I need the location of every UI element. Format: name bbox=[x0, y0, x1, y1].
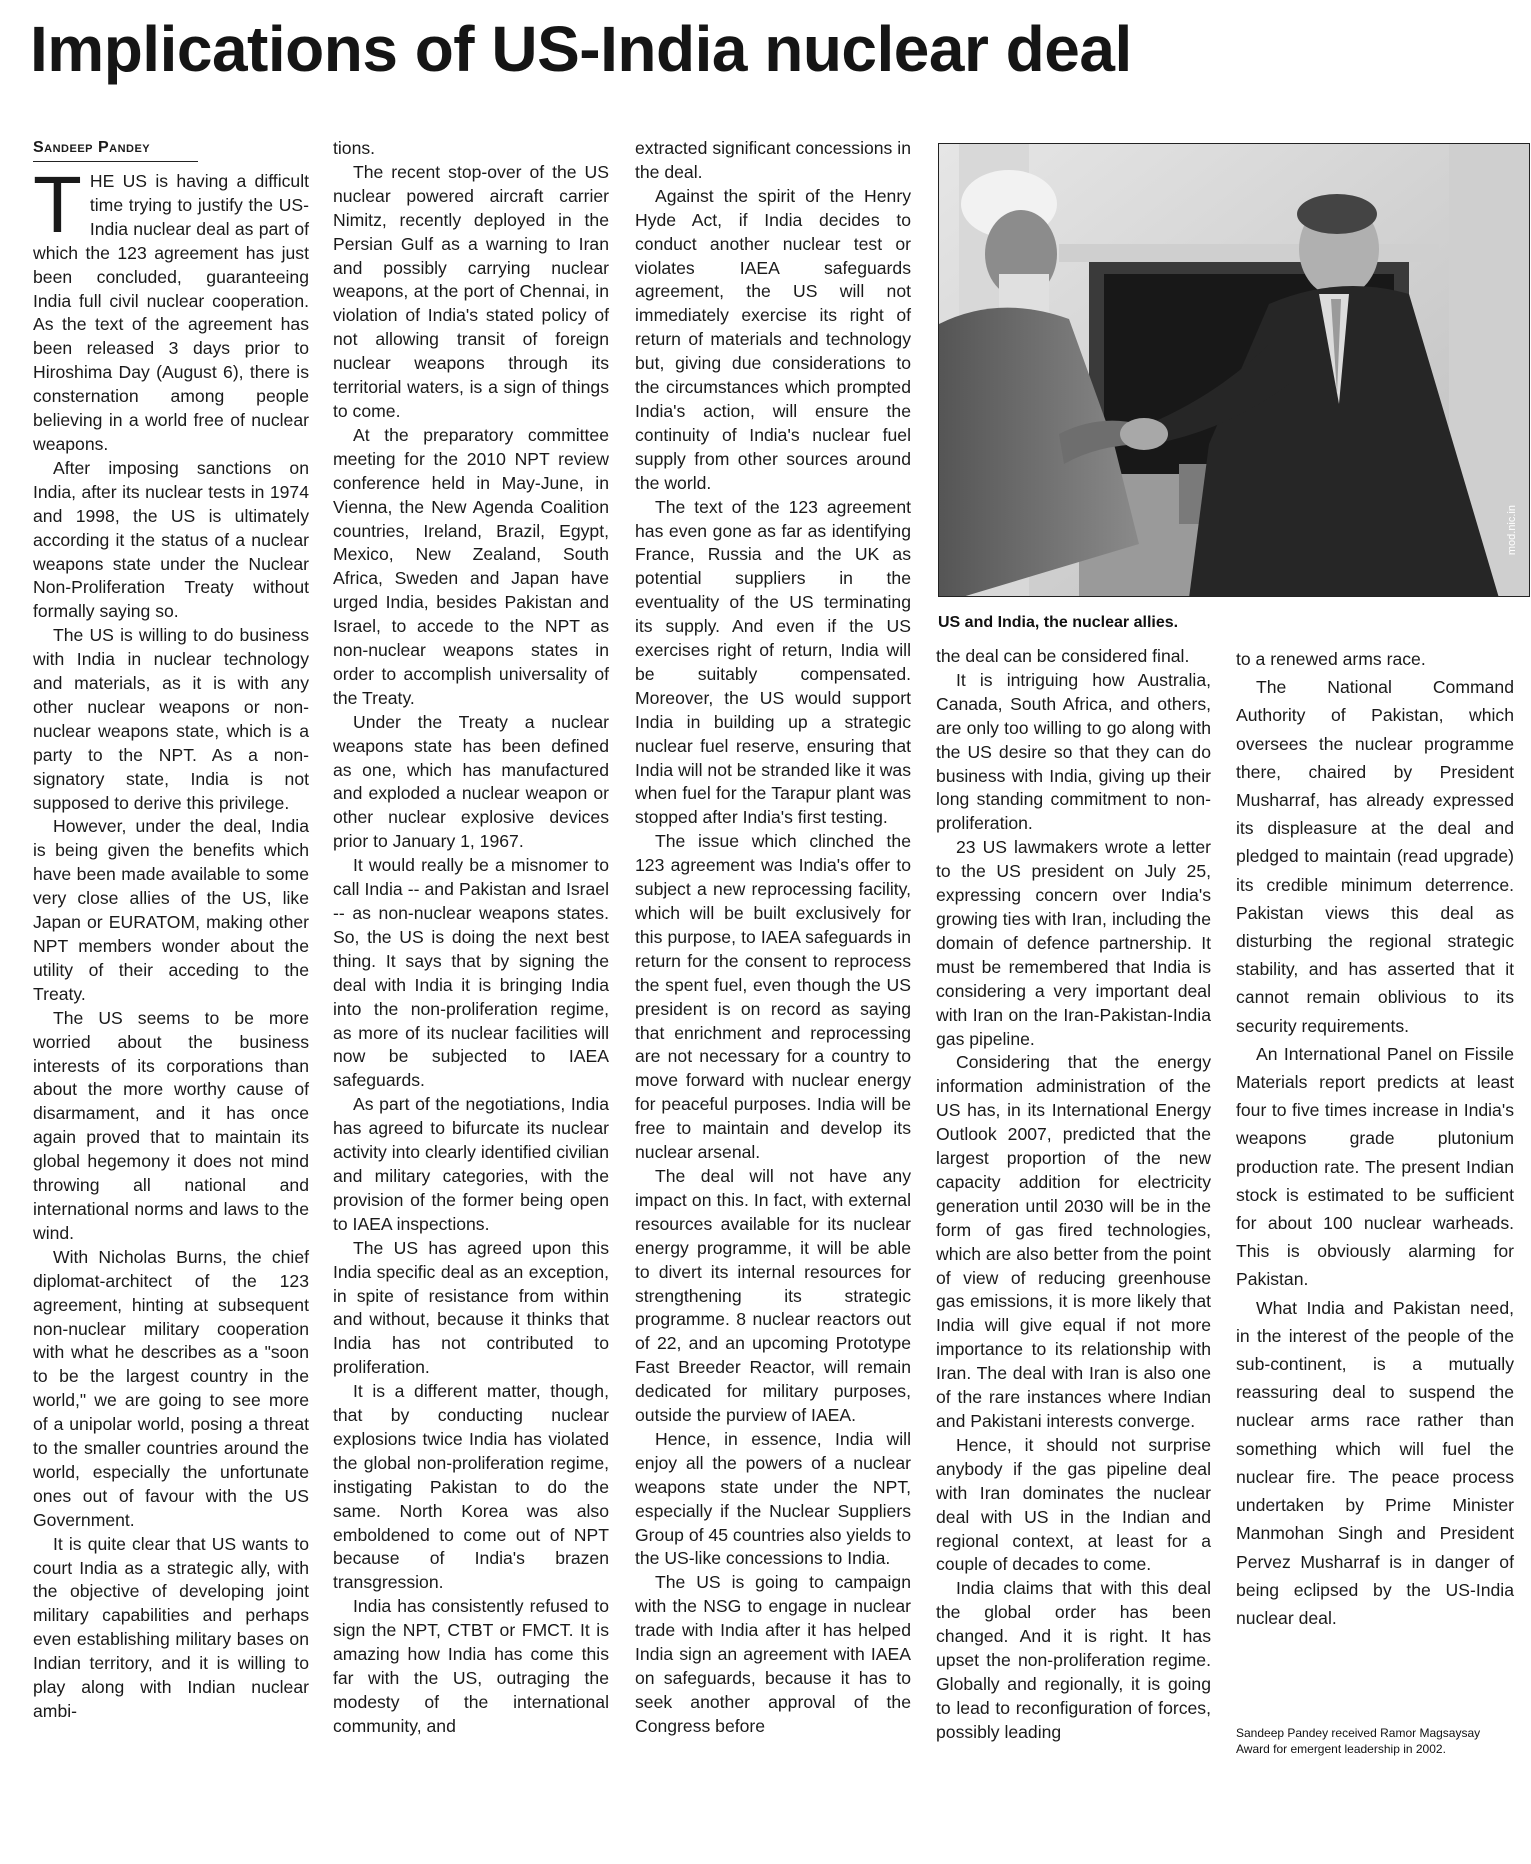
paragraph: Under the Treaty a nuclear weapons state has been defined as one, which has manufactured and exploded a nuclear weapon or other nuclear explosive devices prior to January 1, 1967. bbox=[333, 711, 609, 852]
paragraph: It would really be a misnomer to call India -- and Pakistan and Israel -- as non-nuclear weapons states. So, the US is doing the next best thing. It says that by signing the deal with India it is bringing India into the non-proliferation regime, as more of its nuclear facilities will now be subjected to IAEA safeguards. bbox=[333, 855, 609, 1091]
paragraph: tions. bbox=[333, 138, 376, 158]
paragraph-text: HE US is having a difficult time trying to justify the US-India nuclear deal as part of which the 123 agreement has just been concluded, guaranteeing India full civil nuclear cooperation. As the text of the agreement has been released 3 days prior to Hiroshima Day (August 6), there is consternation among people believing in a world free of nuclear weapons. bbox=[33, 171, 309, 454]
paragraph: The US is going to campaign with the NSG to engage in nuclear trade with India after it has helped India sign an agreement with IAEA on safeguards, because it has to seek another approval of the Congress before bbox=[635, 1572, 911, 1736]
paragraph: Against the spirit of the Henry Hyde Act, if India decides to conduct another nuclear test or violates IAEA safeguards agreement, the US will not immediately exercise its right of return of materials and technology but, giving due considerations to the circumstances which prompted India's action, will ensure the continuity of India's nuclear fuel supply from other sources around the world. bbox=[635, 185, 911, 493]
paragraph: The National Command Authority of Pakistan, which oversees the nuclear programme there, chaired by President Musharraf, has already expressed its displeasure at the deal and pledged to maintain (read upgrade) its credible minimum deterrence. Pakistan views this deal as disturbing the regional strategic stability, and has asserted that it cannot remain oblivious to its security requirements. bbox=[1236, 677, 1514, 1036]
author-bio: Sandeep Pandey received Ramor Magsaysay Award for emergent leadership in 2002. bbox=[1236, 1726, 1481, 1756]
paragraph: The US is willing to do business with India in nuclear technology and materials, as it is with any other nuclear weapons or non-nuclear weapons state, which is a party to the NPT. As a non-signatory state, India is not supposed to derive this privilege. bbox=[33, 625, 309, 813]
paragraph: Considering that the energy information administration of the US has, in its International Energy Outlook 2007, predicted that the largest proportion of the new capacity addition for electricity generation until 2030 will be in the form of gas fired technologies, which are also better from the point of view of reducing greenhouse gas emissions, it is more likely that India will give equal if not more importance to its relationship with Iran. The deal with Iran is also one of the rare instances where Indian and Pakistani interests converge. bbox=[936, 1052, 1211, 1431]
headline: Implications of US-India nuclear deal bbox=[30, 13, 1132, 85]
paragraph: the deal can be considered final. bbox=[936, 646, 1190, 666]
photo-credit: mod.nic.in bbox=[1506, 505, 1518, 556]
paragraph: The US has agreed upon this India specific deal as an exception, in spite of resistance from within and without, because it thinks that India has not contributed to proliferation. bbox=[333, 1237, 609, 1378]
paragraph: An International Panel on Fissile Materials report predicts at least four to five times increase in India's weapons grade plutonium production rate. The present Indian stock is estimated to be sufficient for about 100 nuclear warheads. This is obviously alarming for Pakistan. bbox=[1236, 1043, 1514, 1290]
paragraph: The deal will not have any impact on this. In fact, with external resources available for its nuclear energy programme, it will be able to divert its internal resources for strengthening its strategic programme. 8 nuclear reactors out of 22, and an upcoming Prototype Fast Breeder Reactor, will remain dedicated for military purposes, outside the purview of IAEA. bbox=[635, 1165, 911, 1426]
photo-caption: US and India, the nuclear allies. bbox=[938, 614, 1179, 631]
paragraph: Hence, it should not surprise anybody if the gas pipeline deal with Iran dominates the nuclear deal with US in the Indian and regional context, at least for a couple of decades to come. bbox=[936, 1434, 1211, 1575]
paragraph: It is intriguing how Australia, Canada, South Africa, and others, are only too willing to go along with the US desire so that they can do business with India, giving up their long standing commitment to non-proliferation. bbox=[936, 669, 1211, 834]
column-5 bbox=[1236, 645, 1514, 1632]
column-4 bbox=[936, 645, 1211, 1745]
column-3 bbox=[635, 137, 911, 1739]
column-2 bbox=[333, 137, 609, 1739]
paragraph: The text of the 123 agreement has even gone as far as identifying France, Russia and the UK as potential suppliers in the eventuality of the US terminating its supply. And even if the US exercises right of return, India will be suitably compensated. Moreover, the US would support India in building up a strategic nuclear fuel reserve, ensuring that India will not be stranded like it was when fuel for the Tarapur plant was stopped after India's first testing. bbox=[635, 496, 911, 828]
paragraph: What India and Pakistan need, in the interest of the people of the sub-continent, is a mutually reassuring deal to suspend the nuclear arms race rather than something which will fuel the nuclear fire. The peace process undertaken by Prime Minister Manmohan Singh and President Pervez Musharraf is in danger of being eclipsed by the US-India nuclear deal. bbox=[1236, 1297, 1514, 1628]
paragraph: Hence, in essence, India will enjoy all the powers of a nuclear weapons state under the NPT, especially if the Nuclear Suppliers Group of 45 countries also yields to the US-like concessions to India. bbox=[635, 1428, 911, 1569]
paragraph: With Nicholas Burns, the chief diplomat-architect of the 123 agreement, hinting at subsequent non-nuclear military cooperation with what he describes as a "soon to be the largest country in the world," we are going to see more of a unipolar world, posing a threat to the smaller countries around the world, especially the unfortunate ones out of favour with the US Government. bbox=[33, 1246, 309, 1530]
paragraph: extracted significant concessions in the deal. bbox=[635, 138, 911, 182]
byline: Sandeep Pandey bbox=[33, 137, 198, 162]
paragraph: It is a different matter, though, that by conducting nuclear explosions twice India has violated the global non-proliferation regime, instigating Pakistan to do the same. North Korea was also emboldened to come out of NPT because of India's brazen transgression. bbox=[333, 1381, 609, 1593]
paragraph: The recent stop-over of the US nuclear powered aircraft carrier Nimitz, recently deployed in the Persian Gulf as a warning to Iran and possibly carrying nuclear weapons, at the port of Chennai, in violation of India's stated policy of not allowing transit of foreign nuclear weapons through its territorial waters, is a sign of things to come. bbox=[333, 161, 609, 421]
paragraph: As part of the negotiations, India has agreed to bifurcate its nuclear activity into clearly identified civilian and military categories, with the provision of the former being open to IAEA inspections. bbox=[333, 1094, 609, 1234]
paragraph: However, under the deal, India is being given the benefits which have been made available to some very close allies of the US, like Japan or EURATOM, making other NPT members wonder about the utility of their acceding to the Treaty. bbox=[33, 816, 309, 1004]
paragraph: India claims that with this deal the global order has been changed. And it is right. It has upset the non-proliferation regime. Globally and regionally, it is going to lead to reconfiguration of forces, possibly leading bbox=[936, 1578, 1211, 1742]
paragraph: India has consistently refused to sign the NPT, CTBT or FMCT. It is amazing how India has come this far with the US, outraging the modesty of the international community, and bbox=[333, 1596, 609, 1736]
paragraph: to a renewed arms race. bbox=[1236, 649, 1426, 669]
drop-cap: T bbox=[33, 160, 82, 249]
paragraph: After imposing sanctions on India, after its nuclear tests in 1974 and 1998, the US is ultimately according it the status of a nuclear weapons state under the Nuclear Non-Proliferation Treaty without formally saying so. bbox=[33, 457, 309, 622]
paragraph: The issue which clinched the 123 agreement was India's offer to subject a new reprocessing facility, which will be built exclusively for this purpose, to IAEA safeguards in return for the consent to reprocess the spent fuel, even though the US president is on record as saying that enrichment and reprocessing are not necessary for a country to move forward with nuclear energy for peaceful purposes. India will be free to maintain and develop its nuclear arsenal. bbox=[635, 831, 911, 1163]
paragraph bbox=[33, 160, 309, 457]
column-1 bbox=[33, 137, 309, 1724]
news-photo bbox=[938, 143, 1530, 597]
photo-illustration bbox=[939, 144, 1530, 597]
paragraph: The US seems to be more worried about the business interests of its corporations than about the more worthy cause of disarmament, and it has once again proved that to maintain its global hegemony it does not mind throwing all national and international norms and laws to the wind. bbox=[33, 1007, 309, 1243]
paragraph: At the preparatory committee meeting for the 2010 NPT review conference held in May-June, in Vienna, the New Agenda Coalition countries, Ireland, Brazil, Egypt, Mexico, New Zealand, South Africa, Sweden and Japan have urged India, besides Pakistan and Israel, to accede to the NPT as non-nuclear weapons states in order to accomplish universality of the Treaty. bbox=[333, 424, 609, 708]
paragraph: 23 US lawmakers wrote a letter to the US president on July 25, expressing concern over India's growing ties with Iran, including the domain of defence partnership. It must be remembered that India is considering a very important deal with Iran on the Iran-Pakistan-India gas pipeline. bbox=[936, 837, 1211, 1049]
paragraph: It is quite clear that US wants to court India as a strategic ally, with the objective of developing joint military capabilities and perhaps even establishing military bases on Indian territory, and it is willing to play along with Indian nuclear ambi- bbox=[33, 1533, 309, 1721]
